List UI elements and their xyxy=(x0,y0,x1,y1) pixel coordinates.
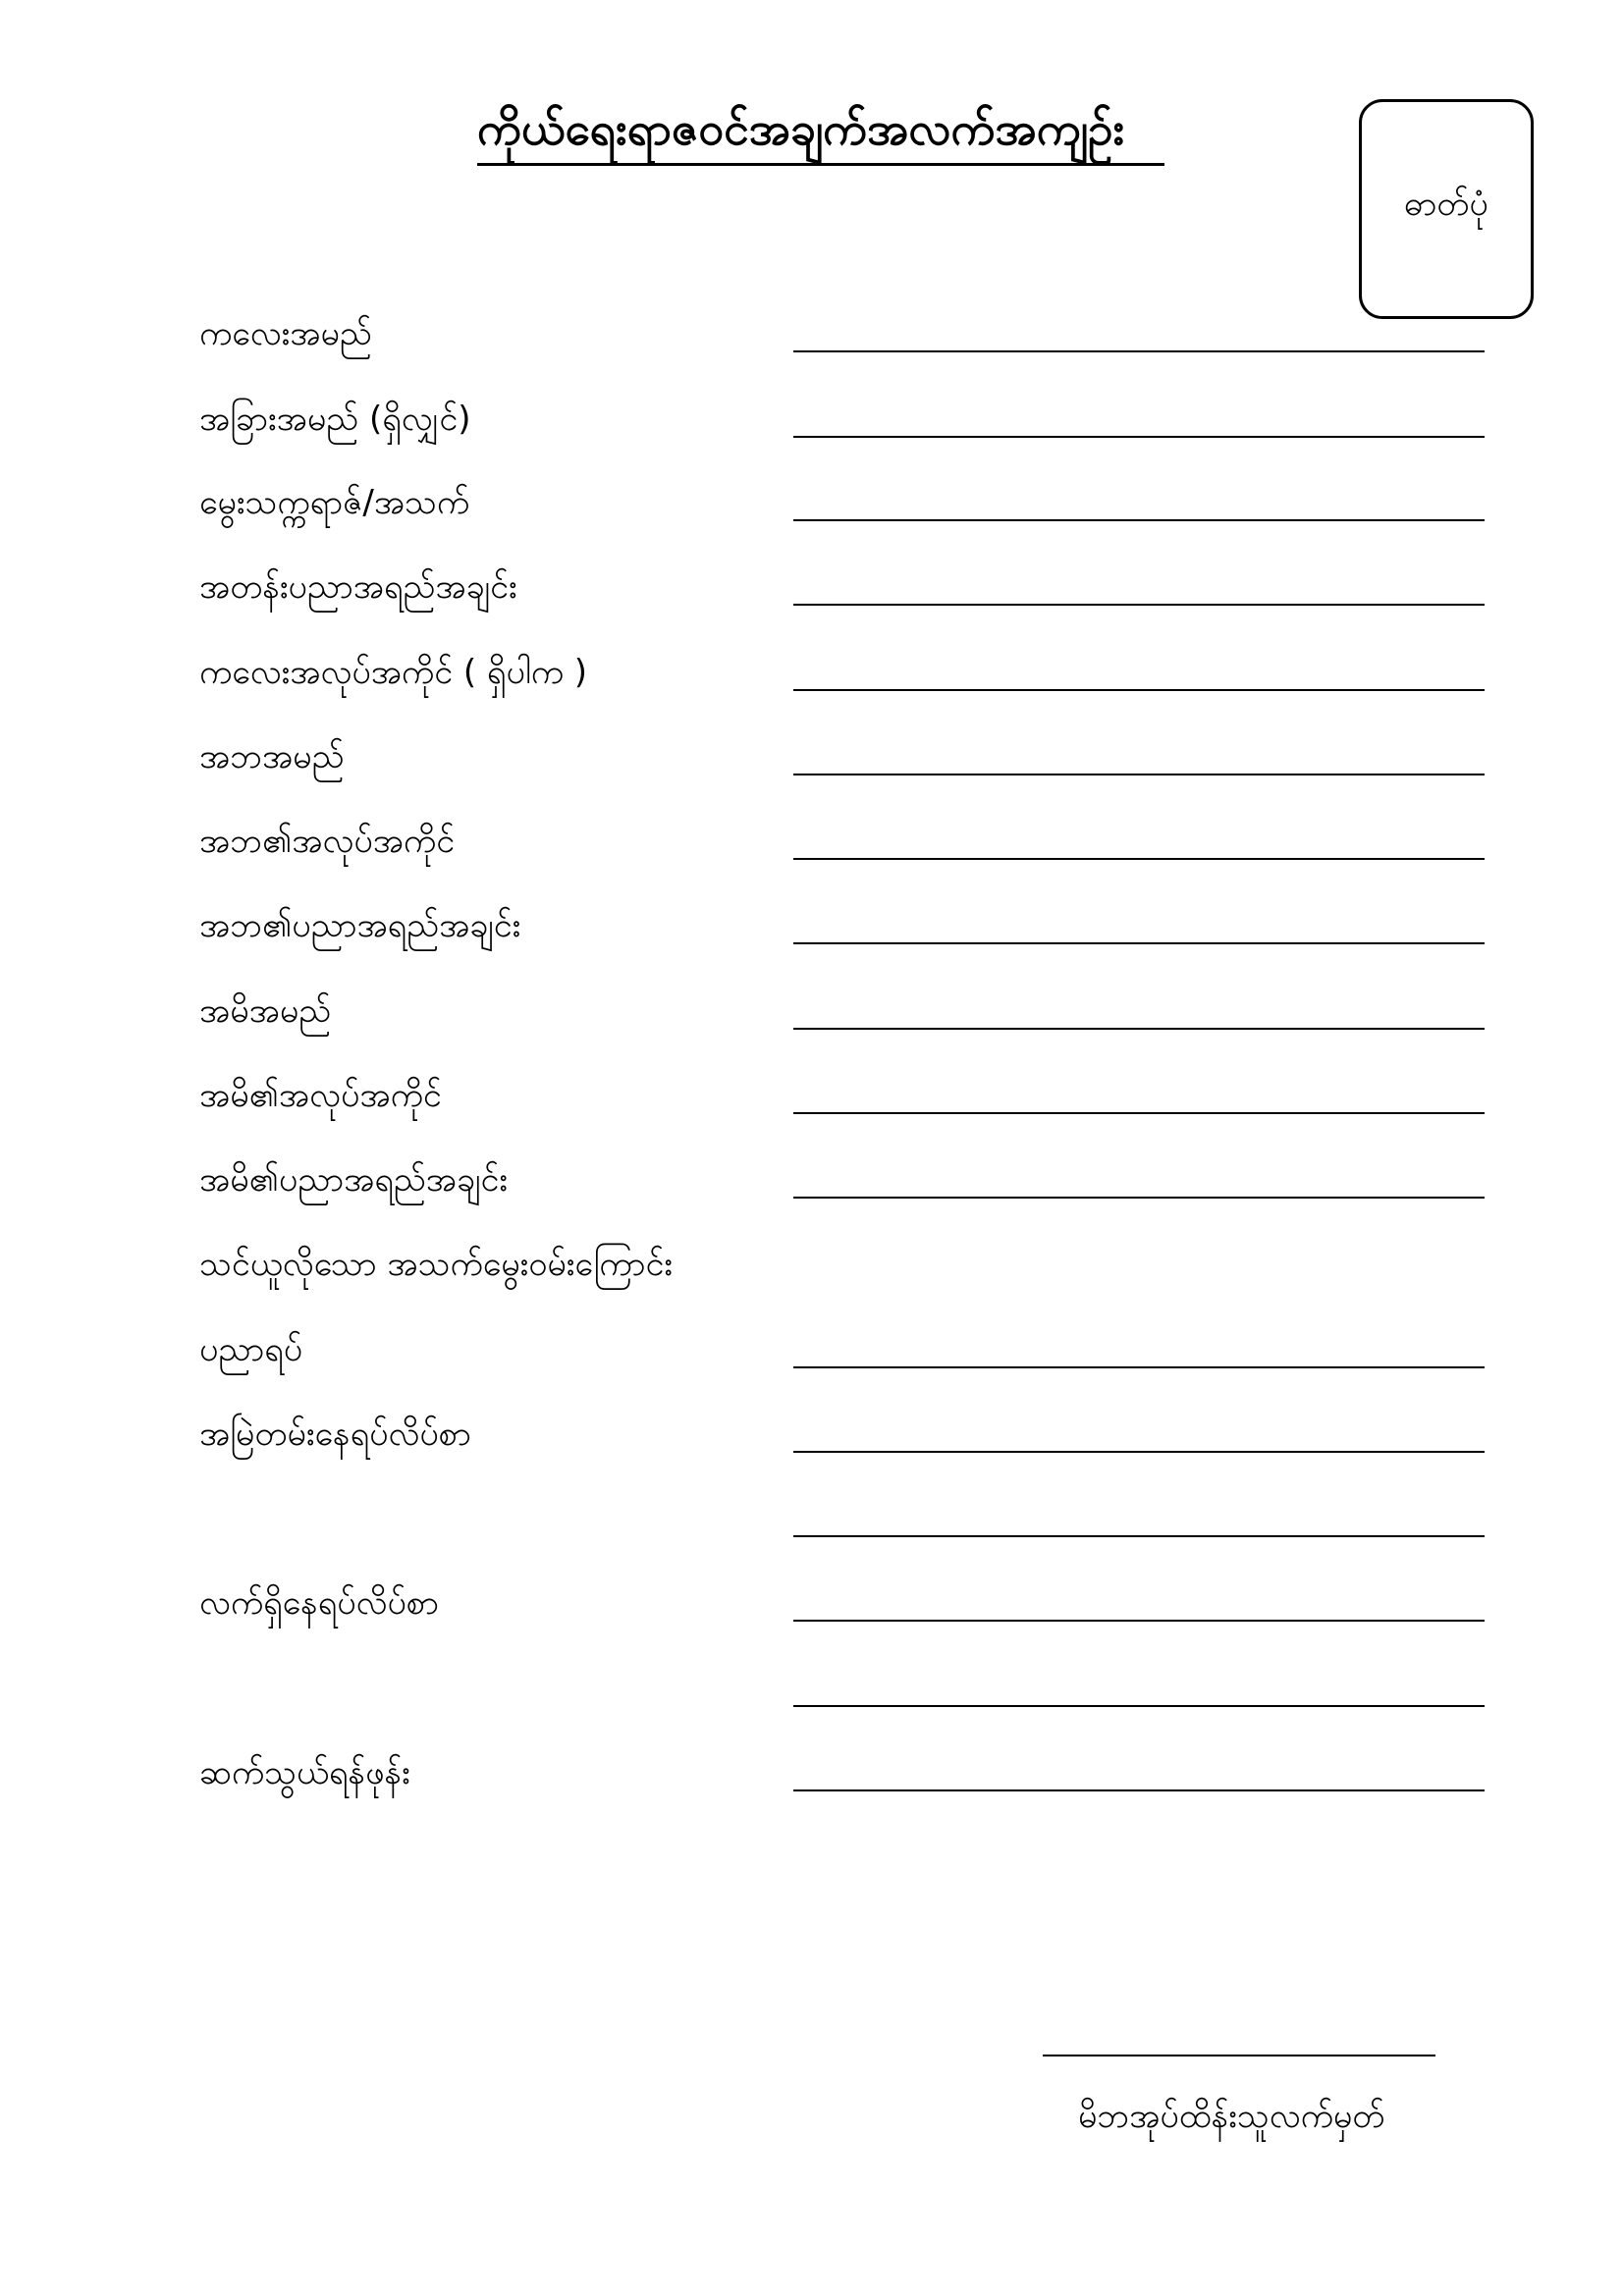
field-row-permanent-address-cont xyxy=(0,1489,1623,1548)
field-row-current-address-cont xyxy=(0,1659,1623,1718)
field-row-mother-name xyxy=(0,982,1623,1041)
field-label: လက်ရှိနေရပ်လိပ်စာ xyxy=(199,1583,440,1623)
field-label: အမိ၏ပညာအရည်အချင်း xyxy=(199,1160,508,1200)
fill-in-line[interactable] xyxy=(793,1789,1485,1791)
fill-in-line[interactable] xyxy=(793,436,1485,438)
signature-label: မိဘအုပ်ထိန်းသူလက်မှတ် xyxy=(1078,2097,1385,2136)
field-row-education xyxy=(0,558,1623,616)
field-label: အမြဲတမ်းနေရပ်လိပ်စာ xyxy=(199,1415,471,1454)
field-label: အဘအမည် xyxy=(199,737,345,776)
field-row-permanent-address xyxy=(0,1405,1623,1464)
field-label: ကလေးအမည် xyxy=(199,314,372,353)
field-label: ပညာရပ် xyxy=(199,1330,303,1369)
field-label: အမိ၏အလုပ်အကိုင် xyxy=(199,1076,442,1115)
signature-line[interactable] xyxy=(1043,2055,1435,2056)
field-label: မွေးသက္ကရာဇ်/အသက် xyxy=(199,483,470,522)
fill-in-line[interactable] xyxy=(793,858,1485,860)
field-label: အခြားအမည် (ရှိလျှင်) xyxy=(199,400,471,439)
fill-in-line[interactable] xyxy=(793,1028,1485,1030)
field-row-father-name xyxy=(0,727,1623,786)
field-row-birth-date-age xyxy=(0,473,1623,532)
fill-in-line[interactable] xyxy=(793,1705,1485,1707)
fill-in-line[interactable] xyxy=(793,1620,1485,1622)
field-label: ဆက်သွယ်ရန်ဖုန်း xyxy=(199,1753,410,1792)
fill-in-line[interactable] xyxy=(793,519,1485,521)
field-row-desired-vocation xyxy=(0,1235,1623,1294)
fill-in-line[interactable] xyxy=(793,774,1485,775)
fill-in-line[interactable] xyxy=(793,1451,1485,1453)
fill-in-line[interactable] xyxy=(793,350,1485,352)
field-row-father-education xyxy=(0,896,1623,955)
field-row-father-occupation xyxy=(0,812,1623,871)
field-label: ကလေးအလုပ်အကိုင် ( ရှိပါက ) xyxy=(199,653,588,692)
field-row-child-name xyxy=(0,304,1623,363)
field-row-mother-education xyxy=(0,1150,1623,1209)
fill-in-line[interactable] xyxy=(793,1197,1485,1199)
photo-label: ဓာတ်ပုံ xyxy=(1404,185,1488,224)
field-row-mother-occupation xyxy=(0,1066,1623,1125)
field-label: သင်ယူလိုသော အသက်မွေးဝမ်းကြောင်း xyxy=(199,1245,673,1284)
field-label: အဘ၏ပညာအရည်အချင်း xyxy=(199,906,521,945)
fill-in-line[interactable] xyxy=(793,1366,1485,1368)
fill-in-line[interactable] xyxy=(793,1112,1485,1114)
field-label: အတန်းပညာအရည်အချင်း xyxy=(199,567,517,607)
fill-in-line[interactable] xyxy=(793,942,1485,944)
field-row-current-address xyxy=(0,1574,1623,1632)
fill-in-line[interactable] xyxy=(793,604,1485,606)
field-row-contact-phone xyxy=(0,1743,1623,1802)
field-label: အဘ၏အလုပ်အကိုင် xyxy=(199,822,456,861)
field-row-other-name xyxy=(0,390,1623,449)
field-row-subject xyxy=(0,1320,1623,1379)
field-row-child-occupation xyxy=(0,643,1623,702)
fill-in-line[interactable] xyxy=(793,689,1485,691)
fill-in-line[interactable] xyxy=(793,1535,1485,1537)
field-label: အမိအမည် xyxy=(199,991,332,1031)
form-title: ကိုယ်ရေးရာဇဝင်အချက်အလက်အကျဉ်း xyxy=(477,96,1164,166)
